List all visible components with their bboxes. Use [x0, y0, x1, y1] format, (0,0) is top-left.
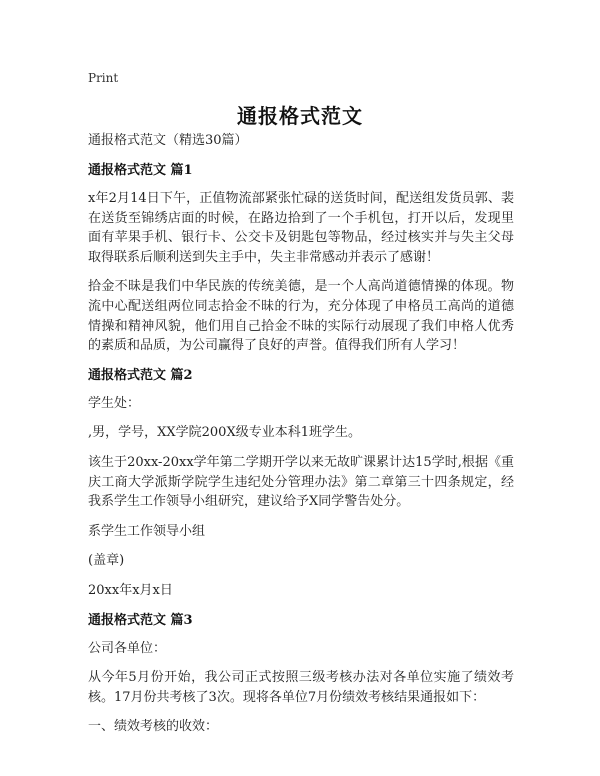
section-3-paragraph: 一、绩效考核的收效： — [88, 719, 219, 735]
document-body — [88, 131, 514, 747]
section-1-paragraph: 拾金不昧是我们中华民族的传统美德，是一个人高尚道德情操的体现。物流中心配送组两位同志拾金不昧的行为，充分体现了申格员工高尚的道德情操和精神风貌，他们用自己拾金不昧的实际行动展现了我们申格人优秀的素质和品质，为公司赢得了良好的声誉。值得我们所有人学习！ — [88, 279, 514, 354]
section-heading-2: 通报格式范文 篇2 — [88, 367, 193, 383]
document-subtitle: 通报格式范文（精选30篇） — [88, 133, 248, 148]
section-2-paragraph: ,男，学号，XX学院200X级专业本科1班学生。 — [88, 425, 361, 441]
section-2-paragraph: 系学生工作领导小组 — [88, 523, 206, 539]
section-2-paragraph: 该生于20xx-20xx学年第二学期开学以来无故旷课累计达15学时,根据《重庆工商大学派斯学院学生违纪处分管理办法》第二章第三十四条规定，经我系学生工作领导小组研究，建议给予X同学警告处分。 — [88, 454, 514, 510]
section-2-paragraph: (盖章) — [88, 553, 125, 569]
section-2-paragraph: 学生处： — [88, 395, 141, 411]
section-2-paragraph: 20xx年x月x日 — [88, 582, 173, 598]
section-3-paragraph: 公司各单位： — [88, 640, 167, 656]
print-link[interactable]: Print — [88, 71, 119, 85]
section-heading-3: 通报格式范文 篇3 — [88, 612, 193, 628]
page-title: 通报格式范文 — [237, 104, 363, 128]
section-heading-1: 通报格式范文 篇1 — [88, 163, 193, 178]
section-3-paragraph: 从今年5月份开始，我公司正式按照三级考核办法对各单位实施了绩效考核。17月份共考核了3次。现将各单位7月份绩效考核结果通报如下： — [88, 670, 514, 705]
section-1-paragraph: x年2月14日下午，正值物流部紧张忙碌的送货时间，配送组发货员郭、裴在送货至锦绣店面的时候，在路边拾到了一个手机包，打开以后，发现里面有苹果手机、银行卡、公交卡及钥匙包等物品，经过核实并与失主父母取得联系后顺利送到失主手中，失主非常感动并表示了感谢！ — [88, 191, 514, 265]
